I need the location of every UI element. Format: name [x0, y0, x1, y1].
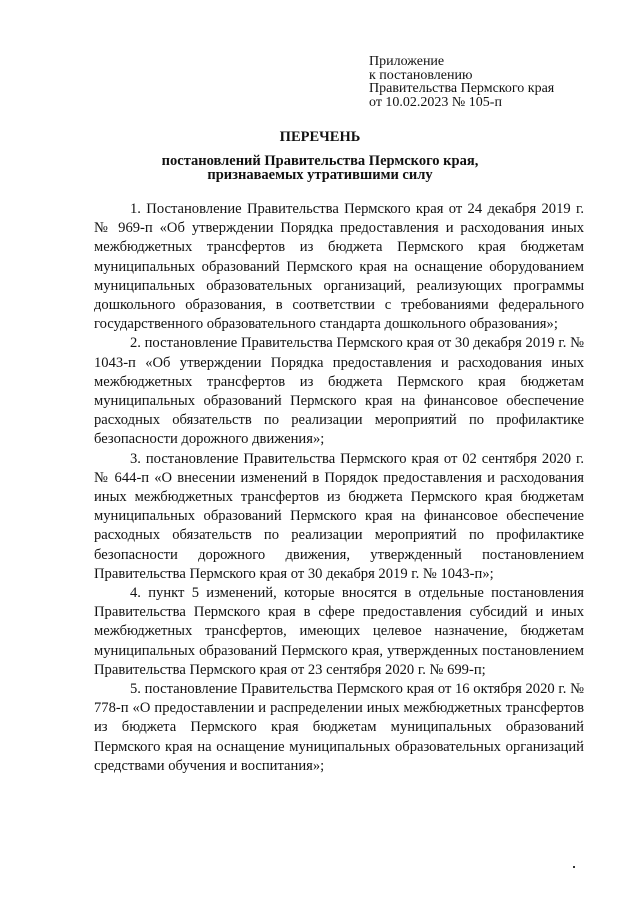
- document-body: [94, 200, 584, 776]
- list-item-2: 2. постановление Правительства Пермского края от 30 декабря 2019 г. № 1043-п «Об утверждении Порядка предоставления и расходования иных межбюджетных трансфертов из бюджета Пермского края бюджетам муниципальных образований Пермского края на финансовое обеспечение расходных обязательств по реализации мероприятий по профилактике безопасности дорожного движения»;: [94, 335, 584, 448]
- scan-speck: [573, 866, 575, 868]
- list-item-3: 3. постановление Правительства Пермского края от 02 сентября 2020 г. № 644-п «О внесении изменений в Порядок предоставления и расходования иных межбюджетных трансфертов из бюджета Пермского края бюджетам муниципальных образований Пермского края на финансовое обеспечение расходных обязательств по реализации мероприятий по профилактике безопасности дорожного движения, утвержденный постановлением Правительства Пермского края от 30 декабря 2019 г. № 1043-п»;: [94, 450, 584, 582]
- subtitle-line-1: постановлений Правительства Пермского края,: [161, 153, 479, 169]
- document-title: ПЕРЕЧЕНЬ: [279, 129, 361, 145]
- list-item-5: 5. постановление Правительства Пермского края от 16 октября 2020 г. № 778-п «О предоставлении и распределении иных межбюджетных трансфертов из бюджета Пермского края бюджетам муниципальных образований Пермского края на оснащение муниципальных образовательных организаций средствами обучения и воспитания»;: [94, 681, 584, 774]
- subtitle-line-2: признаваемых утратившими силу: [207, 167, 433, 183]
- appendix-note: Приложение к постановлению Правительства Пермского края от 10.02.2023 № 105-п: [369, 54, 555, 110]
- document-subtitle: [0, 154, 640, 182]
- list-item-1: 1. Постановление Правительства Пермского края от 24 декабря 2019 г. № 969-п «Об утверждении Порядка предоставления и расходования иных межбюджетных трансфертов из бюджета Пермского края бюджетам муниципальных образований Пермского края на оснащение оборудованием муниципальных образовательных организаций, реализующих программы дошкольного образования, в соответствии с требованиями федерального государственного образовательного стандарта дошкольного образования»;: [94, 201, 584, 333]
- list-item-4: 4. пункт 5 изменений, которые вносятся в отдельные постановления Правительства Пермского края в сфере предоставления субсидий и иных межбюджетных трансфертов, имеющих целевое назначение, бюджетам муниципальных образований Пермского края, утвержденных постановлением Правительства Пермского края от 23 сентября 2020 г. № 699-п;: [94, 585, 584, 678]
